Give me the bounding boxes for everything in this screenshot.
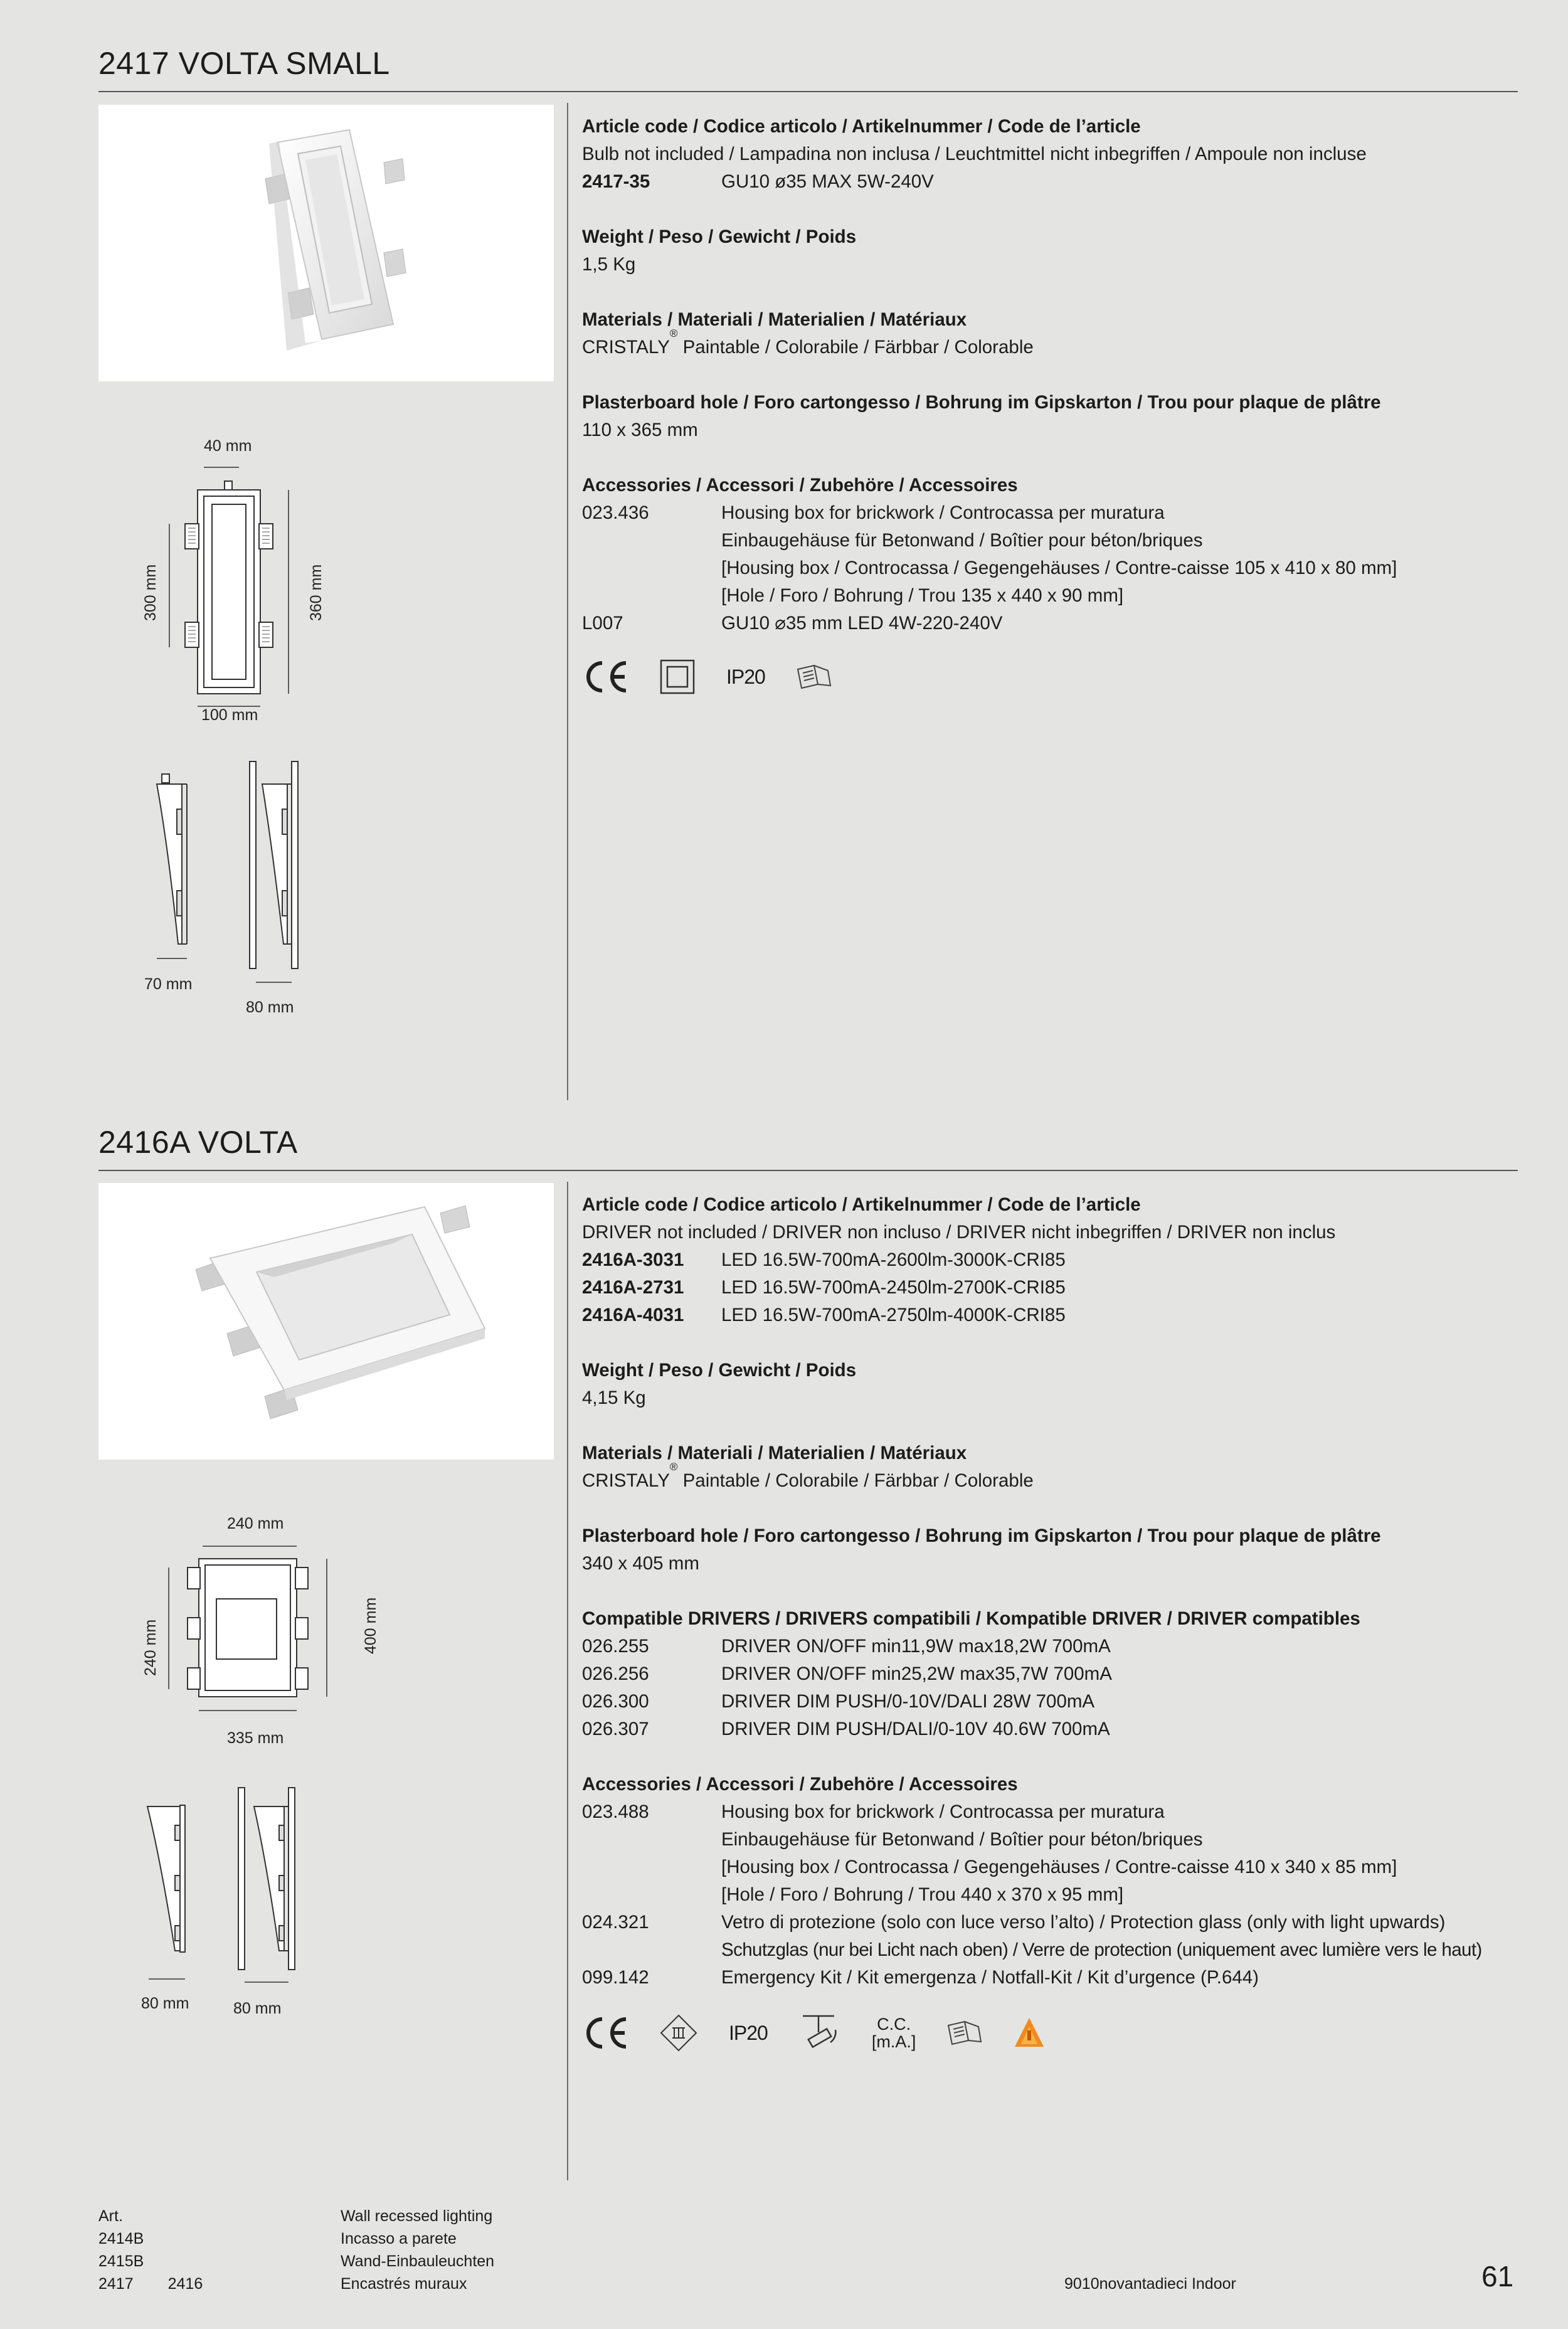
accessory-row <box>582 499 1523 527</box>
weight-value: 1,5 Kg <box>582 254 636 275</box>
dim-side-1: 70 mm <box>144 975 193 993</box>
dim-top: 40 mm <box>204 437 252 455</box>
dim-left: 300 mm <box>142 564 159 621</box>
accessory-desc: [Hole / Foro / Bohrung / Trou 135 x 440 x 90 mm] <box>721 585 1124 606</box>
page-number: 61 <box>1481 2260 1514 2293</box>
dim-right: 400 mm <box>362 1597 379 1654</box>
driver-code: 026.307 <box>582 1719 649 1739</box>
cc-line-2: [m.A.] <box>871 2032 916 2051</box>
ip-rating: IP20 <box>726 665 765 688</box>
dim-top: 240 mm <box>227 1515 284 1532</box>
accessory-row <box>582 1826 1523 1854</box>
accessory-code: 023.488 <box>582 1801 649 1822</box>
article-head: Article code / Codice articolo / Artikelnummer / Code de l’article <box>582 116 1141 137</box>
accessory-code <box>582 554 721 582</box>
accessory-desc: Einbaugehäuse für Betonwand / Boîtier pour béton/briques <box>721 1829 1203 1850</box>
article-row <box>582 1302 1523 1329</box>
accessory-row <box>582 1881 1523 1909</box>
dim-side-1: 80 mm <box>141 1995 189 2012</box>
accessory-desc: Housing box for brickwork / Controcassa per muratura <box>721 1801 1165 1822</box>
weight-value: 4,15 Kg <box>582 1387 646 1408</box>
article-row <box>582 1274 1523 1302</box>
product-title: 2416A VOLTA <box>98 1125 298 1160</box>
accessory-desc: Schutzglas (nur bei Licht nach oben) / Verre de protection (uniquement avec lumière vers le haut) <box>721 1939 1482 1960</box>
hole-value: 340 x 405 mm <box>582 1553 699 1574</box>
driver-row <box>582 1660 1523 1688</box>
title-rule <box>98 1170 1518 1171</box>
emergency-icon <box>1014 2017 1045 2049</box>
article-row <box>582 1246 1523 1274</box>
driver-desc: DRIVER DIM PUSH/DALI/0-10V 40.6W 700mA <box>721 1719 1110 1739</box>
product-photo <box>98 1183 554 1460</box>
constant-current-label <box>872 2015 916 2050</box>
accessory-code <box>582 1936 721 1964</box>
accessory-row <box>582 1798 1523 1826</box>
product-info <box>582 113 1523 637</box>
column-divider <box>567 1182 568 2180</box>
accessory-desc: GU10 ⌀35 mm LED 4W-220-240V <box>721 613 1003 634</box>
materials-rest: Paintable / Colorabile / Färbbar / Colorable <box>677 337 1034 358</box>
footer-art-line: 2415B <box>98 2252 144 2270</box>
footer-art-line: Art. <box>98 2207 123 2225</box>
accessory-row <box>582 582 1523 610</box>
ce-mark-icon <box>582 2014 628 2052</box>
footer-category-line: Wand-Einbauleuchten <box>341 2252 495 2270</box>
title-rule <box>98 91 1518 92</box>
article-code: 2417-35 <box>582 171 650 192</box>
footer-art-line <box>98 2273 203 2295</box>
footer-art-code: 2417 <box>98 2275 134 2293</box>
accessory-desc: [Hole / Foro / Bohrung / Trou 440 x 370 x 95 mm] <box>721 1884 1124 1905</box>
accessories-head: Accessories / Accessori / Zubehöre / Accessoires <box>582 475 1018 496</box>
article-code: 2416A-4031 <box>582 1305 684 1325</box>
accessory-desc: Vetro di protezione (solo con luce verso l’alto) / Protection glass (only with light upwards) <box>721 1912 1446 1933</box>
weight-head: Weight / Peso / Gewicht / Poids <box>582 1360 857 1381</box>
dim-right: 360 mm <box>307 564 325 621</box>
accessory-code <box>582 1881 721 1909</box>
accessory-code <box>582 1826 721 1854</box>
materials-value <box>582 327 1523 361</box>
instructions-icon <box>795 663 833 691</box>
dim-side-2: 80 mm <box>233 2000 282 2017</box>
materials-value <box>582 1461 1523 1495</box>
driver-desc: DRIVER ON/OFF min11,9W max18,2W 700mA <box>721 1636 1111 1657</box>
accessory-code: L007 <box>582 613 623 634</box>
article-row <box>582 168 1523 196</box>
accessory-code <box>582 527 721 554</box>
driver-desc: DRIVER ON/OFF min25,2W max35,7W 700mA <box>721 1663 1112 1684</box>
product-photo <box>98 105 554 381</box>
side-view-drawing <box>138 759 314 991</box>
footer-art-line: 2414B <box>98 2230 144 2247</box>
accessory-row <box>582 1936 1523 1964</box>
certification-icons <box>582 2009 1075 2057</box>
accessory-desc: Einbaugehäuse für Betonwand / Boîtier pour béton/briques <box>721 530 1203 551</box>
ce-mark-icon <box>582 658 628 696</box>
dim-bottom: 335 mm <box>227 1729 284 1747</box>
accessory-code: 024.321 <box>582 1912 649 1933</box>
article-head: Article code / Codice articolo / Artikelnummer / Code de l’article <box>582 1194 1141 1215</box>
cc-line-1: C.C. <box>877 2015 911 2034</box>
accessory-desc: Housing box for brickwork / Controcassa per muratura <box>721 502 1165 523</box>
hole-head: Plasterboard hole / Foro cartongesso / Bohrung im Gipskarton / Trou pour plaque de plâtre <box>582 392 1381 413</box>
driver-row <box>582 1688 1523 1716</box>
driver-code: 026.300 <box>582 1691 649 1712</box>
instructions-icon <box>946 2019 983 2047</box>
bulb-note: Bulb not included / Lampadina non inclusa / Leuchtmittel nicht inbegriffen / Ampoule non incluse <box>582 144 1367 164</box>
footer-category <box>341 2205 494 2295</box>
drivers-head: Compatible DRIVERS / DRIVERS compatibili / Kompatible DRIVER / DRIVER compatibles <box>582 1608 1360 1629</box>
accessory-code: 099.142 <box>582 1967 649 1988</box>
side-view-drawing <box>135 1781 323 1995</box>
accessory-row <box>582 1854 1523 1881</box>
materials-rest: Paintable / Colorabile / Färbbar / Colorable <box>677 1470 1034 1491</box>
footer-category-line: Wall recessed lighting <box>341 2207 493 2225</box>
certification-icons <box>582 655 863 699</box>
product-info <box>582 1191 1523 1992</box>
footer-brand: 9010novantadieci Indoor <box>1064 2275 1236 2293</box>
product-title: 2417 VOLTA SMALL <box>98 46 390 81</box>
driver-desc: DRIVER DIM PUSH/0-10V/DALI 28W 700mA <box>721 1691 1095 1712</box>
accessory-desc: [Housing box / Controcassa / Gegengehäuses / Contre-caisse 410 x 340 x 85 mm] <box>721 1857 1397 1877</box>
footer-article-list <box>98 2205 203 2295</box>
article-desc: LED 16.5W-700mA-2450lm-2700K-CRI85 <box>721 1277 1066 1298</box>
driver-code: 026.255 <box>582 1636 649 1657</box>
accessories-head: Accessories / Accessori / Zubehöre / Accessoires <box>582 1774 1018 1795</box>
article-desc: GU10 ø35 MAX 5W-240V <box>721 171 934 192</box>
driver-note: DRIVER not included / DRIVER non incluso / DRIVER nicht inbegriffen / DRIVER non inclus <box>582 1222 1336 1243</box>
article-desc: LED 16.5W-700mA-2750lm-4000K-CRI85 <box>721 1305 1066 1325</box>
footer-art-extra: 2416 <box>167 2275 203 2293</box>
hole-value: 110 x 365 mm <box>582 420 698 440</box>
weight-head: Weight / Peso / Gewicht / Poids <box>582 226 857 247</box>
adjustable-spot-icon <box>798 2011 842 2055</box>
accessory-code: 023.436 <box>582 502 649 523</box>
accessory-row <box>582 554 1523 582</box>
materials-head: Materials / Materiali / Materialien / Matériaux <box>582 309 967 330</box>
materials-head: Materials / Materiali / Materialien / Matériaux <box>582 1443 967 1463</box>
accessory-desc: Emergency Kit / Kit emergenza / Notfall-Kit / Kit d’urgence (P.644) <box>721 1967 1259 1988</box>
driver-row <box>582 1716 1523 1743</box>
registered-mark: ® <box>669 327 678 339</box>
article-code: 2416A-2731 <box>582 1277 684 1298</box>
accessory-code <box>582 582 721 610</box>
materials-brand: CRISTALY <box>582 1470 670 1491</box>
registered-mark: ® <box>669 1461 678 1473</box>
article-desc: LED 16.5W-700mA-2600lm-3000K-CRI85 <box>721 1249 1066 1270</box>
driver-row <box>582 1633 1523 1660</box>
accessory-row <box>582 610 1523 637</box>
accessory-row <box>582 1909 1523 1936</box>
materials-brand: CRISTALY <box>582 337 670 358</box>
dim-side-2: 80 mm <box>246 999 294 1016</box>
hole-head: Plasterboard hole / Foro cartongesso / Bohrung im Gipskarton / Trou pour plaque de plâtre <box>582 1525 1381 1546</box>
front-view-drawing <box>160 1540 361 1728</box>
footer-category-line: Incasso a parete <box>341 2230 457 2247</box>
footer-category-line: Encastrés muraux <box>341 2275 467 2293</box>
column-divider <box>567 103 568 1100</box>
accessory-code <box>582 1854 721 1881</box>
dim-left: 240 mm <box>142 1619 159 1676</box>
accessory-row <box>582 1964 1523 1992</box>
article-code: 2416A-3031 <box>582 1249 684 1270</box>
class-iii-icon <box>659 2013 699 2053</box>
class-ii-icon <box>659 658 696 696</box>
accessory-row <box>582 527 1523 554</box>
accessory-desc: [Housing box / Controcassa / Gegengehäuses / Contre-caisse 105 x 410 x 80 mm] <box>721 558 1397 578</box>
ip-rating: IP20 <box>729 2021 768 2044</box>
driver-code: 026.256 <box>582 1663 649 1684</box>
dim-bottom: 100 mm <box>201 706 258 724</box>
